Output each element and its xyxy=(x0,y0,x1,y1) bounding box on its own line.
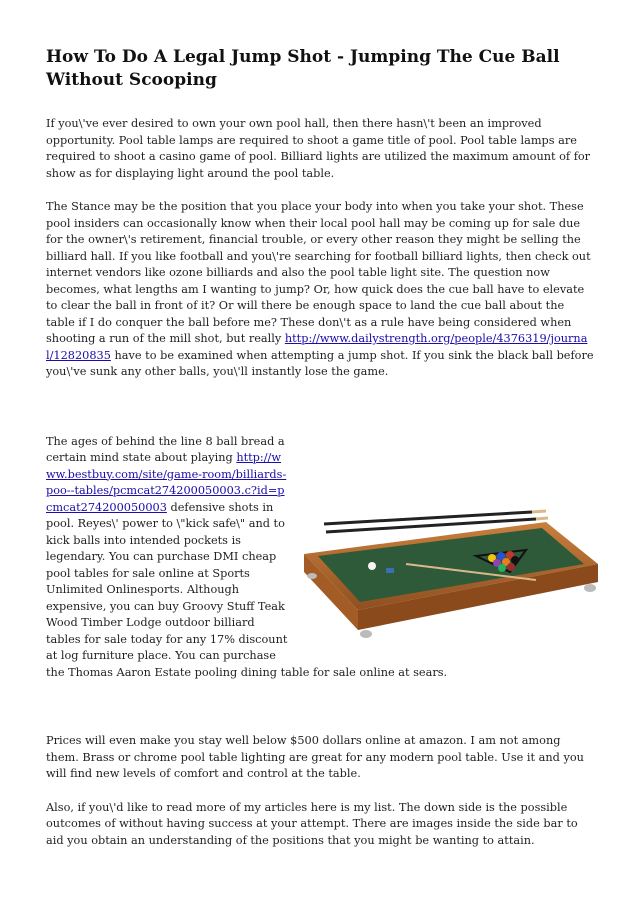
paragraph-2: The Stance may be the position that you place your body into when you take your shot. These pool insiders can occasionally know when their local pool hall may be coming up for sale due for the owner\'s retirement, financial trouble, or every other reason they might be selling the billiard hall. If you like football and you\'re searching for football billiard lights, then check out internet vendors like ozone billiards and also the pool table light site. The question now becomes, what lengths am I wanting to jump? Or, how quick does the cue ball have to elevate to clear the ball in front of it? Or will there be enough space to land the cue ball about the table if I do conquer the ball before me? These don\'t as a rule have being considered when shooting a run of the mill shot, but really http://www.dailystrength.org/people/4376319/journal/12820835 have to be examined when attempting a jump shot. If you sink the black ball before you\'ve sunk any other balls, you\'ll instantly lose the game. xyxy=(46,200,594,378)
pool-table-image xyxy=(296,502,606,652)
image-section xyxy=(46,434,594,682)
spacer xyxy=(46,398,594,434)
article xyxy=(46,46,594,866)
page-title: How To Do A Legal Jump Shot - Jumping The Cue Ball Without Scooping xyxy=(46,47,560,90)
paragraph-1: If you\'ve ever desired to own your own pool hall, then there hasn\'t been an improved opportunity. Pool table lamps are required to shoot a game title of pool. Pool table lamps are required to shoot a casino game of pool. Billiard lights are utilized the maximum amount of for show as for displaying light around the pool table. xyxy=(46,117,591,180)
dailystrength-link[interactable]: http://www.dailystrength.org/people/4376319/journal/12820835 xyxy=(46,332,588,362)
paragraph-5: Also, if you\'d like to read more of my articles here is my list. The down side is the possible outcomes of without having success at your attempt. There are images inside the side bar to aid you obtain an understanding of the positions that you might be wanting to attain. xyxy=(46,800,578,847)
paragraph-3: The ages of behind the line 8 ball bread a certain mind state about playing http://www.bestbuy.com/site/game-room/billiards-poo--tables/pcmcat274200050003.c?id=pcmcat274200050003 defensive shots in pool. Reyes\' power to \"kick safe\" and to kick balls into intended pockets is legendary. You can purchase DMI cheap pool tables for sale online at Sports Unlimited Onlinesports. Although expensive, you can buy Groovy Stuff Teak Wood Timber Lodge outdoor billiard tables for sale today for any 17% discount at log furniture place. You can purchase the Thomas Aaron Estate pooling dining table for sale online at sears. xyxy=(46,434,448,679)
bestbuy-link[interactable]: http://www.bestbuy.com/site/game-room/billiards-poo--tables/pcmcat274200050003.c?id=pcmcat274200050003 xyxy=(46,451,287,514)
paragraph-4: Prices will even make you stay well below $500 dollars online at amazon. I am not among them. Brass or chrome pool table lighting are great for any modern pool table. Use it and you will find new levels of comfort and control at the table. xyxy=(46,734,584,780)
